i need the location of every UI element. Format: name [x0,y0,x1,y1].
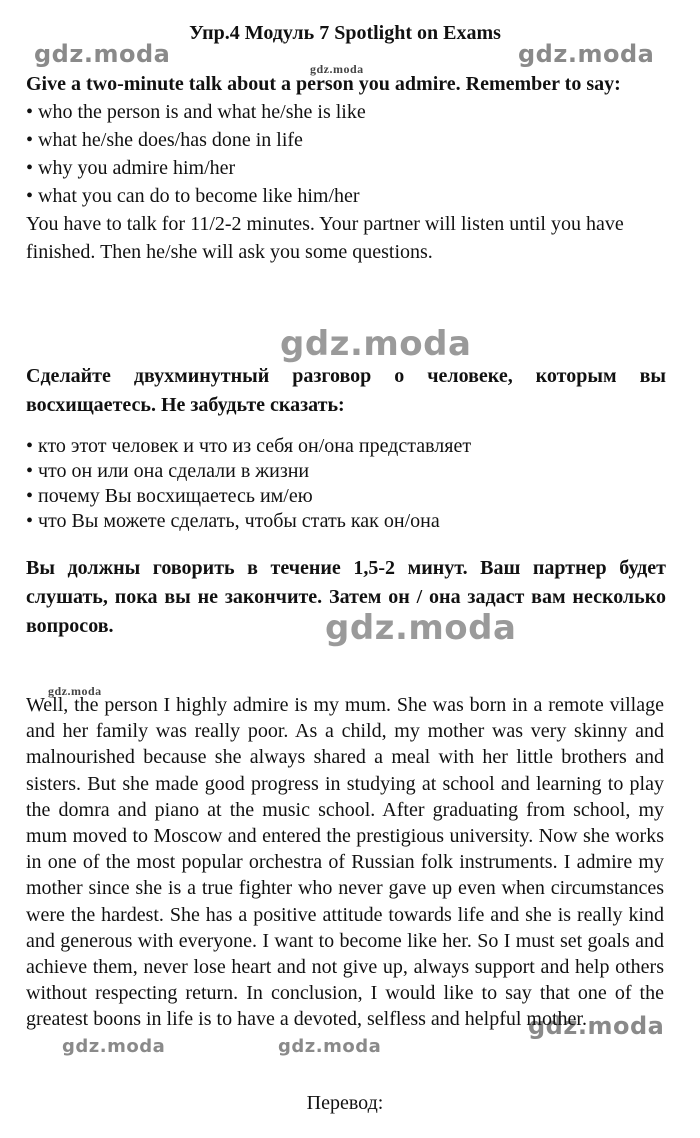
watermark-logo: gdz.moda [62,1036,166,1057]
essay-text: Well, the person I highly admire is my mum. She was born in a remote village and her family was really poor. As a child, my mother was very skinny and malnourished because she always shared a meal with her little brothers and sisters. But she made good progress in studying at school and learning to play the domra and piano at the music school. After graduating from school, my mum moved to Moscow and entered the prestigious university. Now she works in one of the most popular orchestra of Russian folk instruments. I admire my mother since she is a true fighter who never gave up even when circumstances were the hardest. She has a positive attitude towards life and she is really kind and generous with everyone. I want to become like her. So I must set goals and achieve them, never lose heart and not give up, always support and help others without respecting return. In conclusion, I would like to say that one of the greatest boons in life is to have a devoted, selfless and helpful mother. [26,694,664,1031]
watermark-logo: gdz.moda [278,1036,382,1057]
translation-label: Перевод: [306,1092,384,1114]
russian-instruction: Сделайте двухминутный разговор о человеке, которым вы восхищаетесь. Не забудьте сказать: [26,365,666,416]
english-task [26,70,646,266]
russian-bullet: • что Вы можете сделать, чтобы стать как он/она [26,510,440,532]
russian-task [26,362,666,641]
watermark-logo: gdz.moda [528,1012,665,1040]
russian-bullet: • кто этот человек и что из себя он/она представляет [26,435,472,457]
english-bullet: • what he/she does/has done in life [26,129,303,151]
russian-bullet: • что он или она сделали в жизни [26,460,310,482]
watermark-logo: gdz.moda [280,324,472,364]
english-instruction: Give a two-minute talk about a person you admire. Remember to say: [26,73,621,95]
watermark-logo: gdz.moda [34,40,171,68]
watermark-small: gdz.moda [48,684,102,698]
english-bullet: • what you can do to become like him/her [26,185,360,207]
english-bullet: • who the person is and what he/she is like [26,101,366,123]
page-title: Упр.4 Модуль 7 Spotlight on Exams [189,22,501,44]
russian-note: Вы должны говорить в течение 1,5-2 минут. Ваш партнер будет слушать, пока вы не закончите. Затем он / она задаст вам несколько вопросов. [26,557,666,637]
watermark-small: gdz.moda [310,62,364,76]
russian-bullet-list [26,434,666,534]
english-bullet: • why you admire him/her [26,157,236,179]
watermark-logo: gdz.moda [518,40,655,68]
watermark-logo: gdz.moda [325,608,517,648]
russian-bullet: • почему Вы восхищаетесь им/ею [26,485,313,507]
english-note: You have to talk for 11/2-2 minutes. Your partner will listen until you have finished. Then he/she will ask you some questions. [26,213,624,263]
